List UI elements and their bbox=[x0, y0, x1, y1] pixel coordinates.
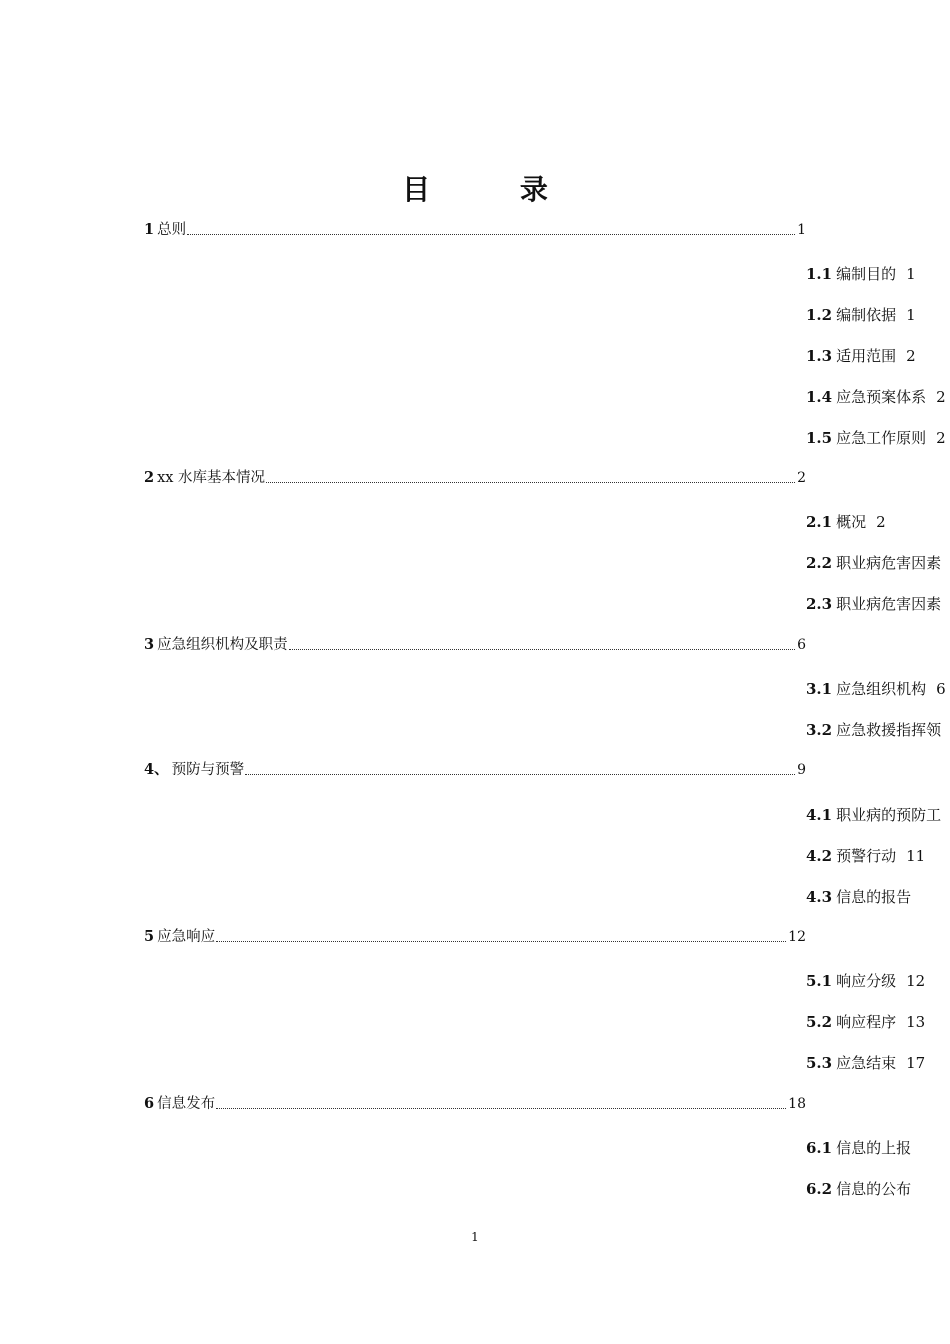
toc-entry-5-3[interactable] bbox=[806, 1052, 950, 1074]
toc-entry-label: 信息的上报 bbox=[836, 1139, 912, 1157]
toc-entry-label: 应急响应 bbox=[157, 929, 216, 945]
toc-entry-label: 信息发布 bbox=[157, 1096, 216, 1112]
toc-entry-label: 应急组织机构及职责 bbox=[157, 637, 288, 653]
toc-entry-number: 4.1 bbox=[806, 806, 833, 824]
toc-entry-6[interactable] bbox=[144, 1094, 806, 1114]
toc-entry-page: 12 bbox=[788, 929, 806, 945]
toc-entry-label: 预警行动 bbox=[836, 847, 897, 865]
toc-entry-6-1[interactable] bbox=[806, 1137, 950, 1159]
toc-entry-page: 18 bbox=[788, 1096, 806, 1112]
toc-entry-page: 2 bbox=[797, 470, 806, 486]
toc-entry-page: 2 bbox=[876, 513, 886, 531]
toc-entry-label: 信息的公布 bbox=[836, 1180, 912, 1198]
toc-entry-number: 1.1 bbox=[806, 265, 833, 283]
toc-entry-page: 17 bbox=[906, 1054, 926, 1072]
toc-entry-label: 职业病危害因素 bbox=[836, 554, 942, 572]
toc-entry-page: 2 bbox=[936, 429, 946, 447]
toc-entry-page: 9 bbox=[797, 762, 806, 778]
toc-entry-page: 1 bbox=[906, 306, 916, 324]
toc-entry-page: 11 bbox=[906, 847, 926, 865]
toc-entry-4-1[interactable] bbox=[806, 804, 950, 826]
toc-entry-label: 编制依据 bbox=[836, 306, 897, 324]
dot-leader bbox=[216, 1108, 786, 1109]
toc-entry-page: 6 bbox=[797, 637, 806, 653]
toc-entry-label: 职业病危害因素 bbox=[836, 595, 942, 613]
toc-entry-3-1[interactable] bbox=[806, 678, 950, 700]
page-number-footer: 1 bbox=[471, 1230, 479, 1244]
toc-entry-number: 1.3 bbox=[806, 347, 833, 365]
toc-entry-4-3[interactable] bbox=[806, 886, 950, 908]
toc-entry-number: 5.1 bbox=[806, 972, 833, 990]
toc-entry-label: 应急结束 bbox=[836, 1054, 897, 1072]
toc-entry-number: 3.2 bbox=[806, 721, 833, 739]
toc-entry-1-2[interactable] bbox=[806, 304, 950, 326]
toc-entry-3-2[interactable] bbox=[806, 719, 950, 741]
toc-entry-label: 职业病的预防工 bbox=[836, 806, 942, 824]
toc-entry-label: 应急工作原则 bbox=[836, 429, 927, 447]
toc-entry-1-5[interactable] bbox=[806, 427, 950, 449]
toc-entry-page: 1 bbox=[797, 222, 806, 238]
toc-entry-2-2[interactable] bbox=[806, 552, 950, 574]
toc-entry-page: 2 bbox=[906, 347, 916, 365]
dot-leader bbox=[266, 482, 795, 483]
toc-entry-label: 总则 bbox=[157, 222, 187, 238]
toc-entry-page: 12 bbox=[906, 972, 926, 990]
toc-entry-number: 1 bbox=[144, 221, 155, 238]
toc-entry-number: 4.3 bbox=[806, 888, 833, 906]
toc-entry-number: 1.5 bbox=[806, 429, 833, 447]
toc-entry-label: 预防与预警 bbox=[171, 762, 245, 778]
toc-entry-2-3[interactable] bbox=[806, 593, 950, 615]
toc-entry-number: 1.4 bbox=[806, 388, 833, 406]
toc-entry-number: 5.3 bbox=[806, 1054, 833, 1072]
toc-entry-5-1[interactable] bbox=[806, 970, 950, 992]
toc-entry-label: 适用范围 bbox=[836, 347, 897, 365]
toc-entry-number: 4.2 bbox=[806, 847, 833, 865]
toc-entry-label: 编制目的 bbox=[836, 265, 897, 283]
toc-entry-2-1[interactable] bbox=[806, 511, 950, 533]
toc-entry-1-4[interactable] bbox=[806, 386, 950, 408]
toc-entry-label: 概况 bbox=[836, 513, 867, 531]
toc-entry-4-2[interactable] bbox=[806, 845, 950, 867]
toc-entry-5-2[interactable] bbox=[806, 1011, 950, 1033]
toc-entry-label: 响应分级 bbox=[836, 972, 897, 990]
toc-entry-label: 响应程序 bbox=[836, 1013, 897, 1031]
dot-leader bbox=[216, 941, 786, 942]
dot-leader bbox=[289, 649, 795, 650]
toc-entry-label: 应急预案体系 bbox=[836, 388, 927, 406]
toc-entry-5[interactable] bbox=[144, 927, 806, 947]
toc-entry-page: 13 bbox=[906, 1013, 926, 1031]
toc-entry-number: 4、 bbox=[144, 761, 169, 778]
dot-leader bbox=[245, 774, 795, 775]
toc-entry-number: 2.1 bbox=[806, 513, 833, 531]
toc-entry-number: 6 bbox=[144, 1095, 155, 1112]
toc-entry-label: 应急组织机构 bbox=[836, 680, 927, 698]
toc-entry-number: 3.1 bbox=[806, 680, 833, 698]
toc-entry-number: 6.1 bbox=[806, 1139, 833, 1157]
toc-entry-4[interactable] bbox=[144, 760, 806, 780]
toc-entry-3[interactable] bbox=[144, 635, 806, 655]
toc-entry-number: 6.2 bbox=[806, 1180, 833, 1198]
toc-entry-number: 2.3 bbox=[806, 595, 833, 613]
toc-entry-number: 3 bbox=[144, 636, 155, 653]
toc-entry-label: 应急救援指挥领 bbox=[836, 721, 942, 739]
toc-entry-2[interactable] bbox=[144, 468, 806, 488]
toc-title: 目 录 bbox=[402, 173, 588, 206]
toc-entry-page: 6 bbox=[936, 680, 946, 698]
toc-entry-1[interactable] bbox=[144, 220, 806, 240]
toc-entry-label: 信息的报告 bbox=[836, 888, 912, 906]
toc-entry-label: xx 水库基本情况 bbox=[157, 470, 266, 486]
toc-entry-6-2[interactable] bbox=[806, 1178, 950, 1200]
toc-entry-number: 2.2 bbox=[806, 554, 833, 572]
toc-entry-1-3[interactable] bbox=[806, 345, 950, 367]
toc-entry-number: 5 bbox=[144, 928, 155, 945]
toc-entry-number: 1.2 bbox=[806, 306, 833, 324]
toc-entry-page: 2 bbox=[936, 388, 946, 406]
toc-entry-1-1[interactable] bbox=[806, 263, 950, 285]
toc-entry-number: 5.2 bbox=[806, 1013, 833, 1031]
toc-entry-number: 2 bbox=[144, 469, 155, 486]
toc-entry-page: 1 bbox=[906, 265, 916, 283]
dot-leader bbox=[187, 234, 795, 235]
